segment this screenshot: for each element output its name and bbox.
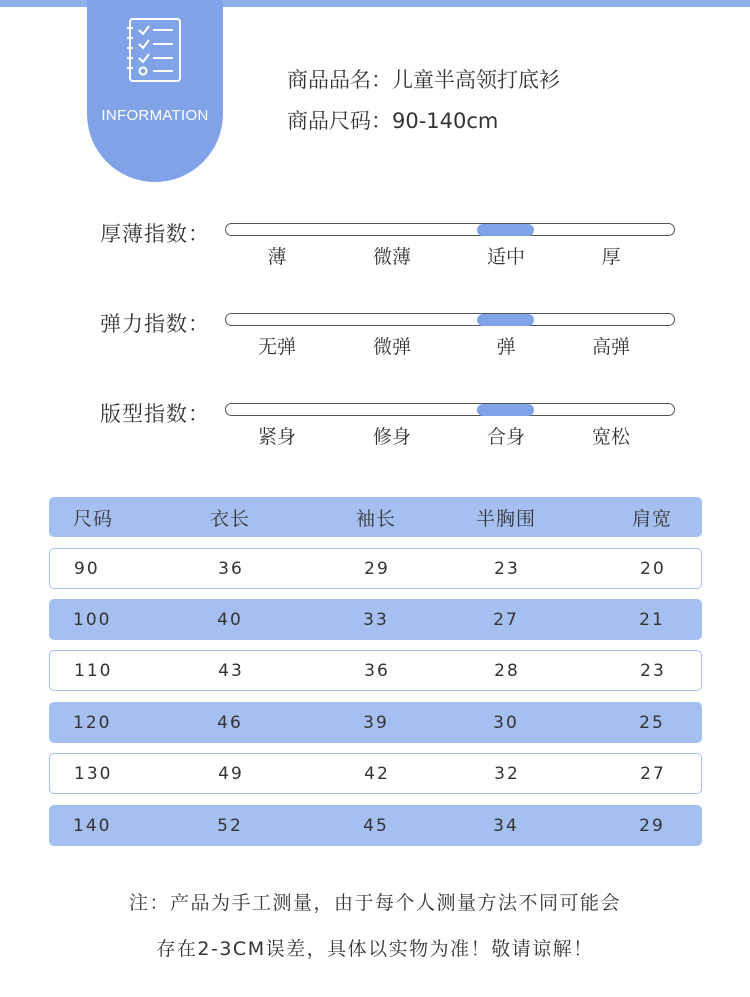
table-cell: 29 xyxy=(639,815,665,836)
disclaimer-line-1: 注：产品为手工测量，由于每个人测量方法不同可能会 xyxy=(128,892,621,914)
table-cell: 23 xyxy=(494,558,520,579)
table-header-cell: 半胸围 xyxy=(475,507,536,530)
table-cell: 28 xyxy=(494,660,520,681)
index-option: 合身 xyxy=(486,426,525,448)
table-cell: 25 xyxy=(639,712,665,733)
thickness-index xyxy=(0,218,750,288)
table-cell: 130 xyxy=(74,763,113,784)
table-cell: 27 xyxy=(493,609,519,630)
table-row xyxy=(49,805,702,846)
index-scale-track xyxy=(225,223,675,236)
table-cell: 21 xyxy=(639,609,665,630)
checklist-icon xyxy=(127,14,183,84)
product-name: 商品品名：儿童半高领打底衫 xyxy=(287,68,560,92)
table-cell: 36 xyxy=(364,660,390,681)
disclaimer-line-2: 存在2-3CM误差，具体以实物为准！敬请谅解！ xyxy=(156,938,594,960)
badge-text: INFORMATION xyxy=(101,107,209,124)
index-option: 高弹 xyxy=(591,336,630,358)
table-cell: 29 xyxy=(364,558,390,579)
table-header-cell: 尺码 xyxy=(73,507,114,530)
product-size-range: 商品尺码：90-140cm xyxy=(287,109,499,133)
table-cell: 30 xyxy=(493,712,519,733)
table-cell: 100 xyxy=(73,609,112,630)
index-option: 无弹 xyxy=(257,336,296,358)
table-header-cell: 袖长 xyxy=(355,507,396,530)
index-option: 适中 xyxy=(486,246,525,268)
index-scale-track xyxy=(225,313,675,326)
table-row xyxy=(49,548,702,589)
index-selected-marker xyxy=(477,404,534,416)
table-cell: 49 xyxy=(218,763,244,784)
table-cell: 52 xyxy=(217,815,243,836)
index-option: 宽松 xyxy=(591,426,630,448)
index-selected-marker xyxy=(477,224,534,236)
table-cell: 43 xyxy=(218,660,244,681)
table-row xyxy=(49,753,702,794)
table-cell: 90 xyxy=(74,558,100,579)
index-scale-track xyxy=(225,403,675,416)
information-badge xyxy=(87,0,223,182)
table-header-cell: 肩宽 xyxy=(631,507,672,530)
table-cell: 46 xyxy=(217,712,243,733)
index-option: 紧身 xyxy=(257,426,296,448)
table-cell: 45 xyxy=(363,815,389,836)
index-label: 版型指数： xyxy=(100,402,210,426)
table-cell: 32 xyxy=(494,763,520,784)
table-cell: 20 xyxy=(640,558,666,579)
table-cell: 33 xyxy=(363,609,389,630)
table-cell: 42 xyxy=(364,763,390,784)
index-option: 微弹 xyxy=(372,336,411,358)
table-cell: 120 xyxy=(73,712,112,733)
fit-index xyxy=(0,398,750,468)
index-option: 修身 xyxy=(372,426,411,448)
index-option: 厚 xyxy=(601,246,621,268)
table-cell: 36 xyxy=(218,558,244,579)
table-row xyxy=(49,650,702,691)
table-cell: 34 xyxy=(493,815,519,836)
table-cell: 27 xyxy=(640,763,666,784)
table-row xyxy=(49,702,702,743)
table-cell: 40 xyxy=(217,609,243,630)
index-label: 厚薄指数： xyxy=(100,222,210,246)
index-option: 薄 xyxy=(267,246,287,268)
table-cell: 23 xyxy=(640,660,666,681)
table-row xyxy=(49,599,702,640)
table-header-row xyxy=(49,497,702,537)
table-cell: 140 xyxy=(73,815,112,836)
table-cell: 110 xyxy=(74,660,113,681)
index-option: 弹 xyxy=(496,336,516,358)
index-option: 微薄 xyxy=(372,246,411,268)
table-cell: 39 xyxy=(363,712,389,733)
index-label: 弹力指数： xyxy=(100,312,210,336)
index-selected-marker xyxy=(477,314,534,326)
table-header-cell: 衣长 xyxy=(209,507,250,530)
elasticity-index xyxy=(0,308,750,378)
